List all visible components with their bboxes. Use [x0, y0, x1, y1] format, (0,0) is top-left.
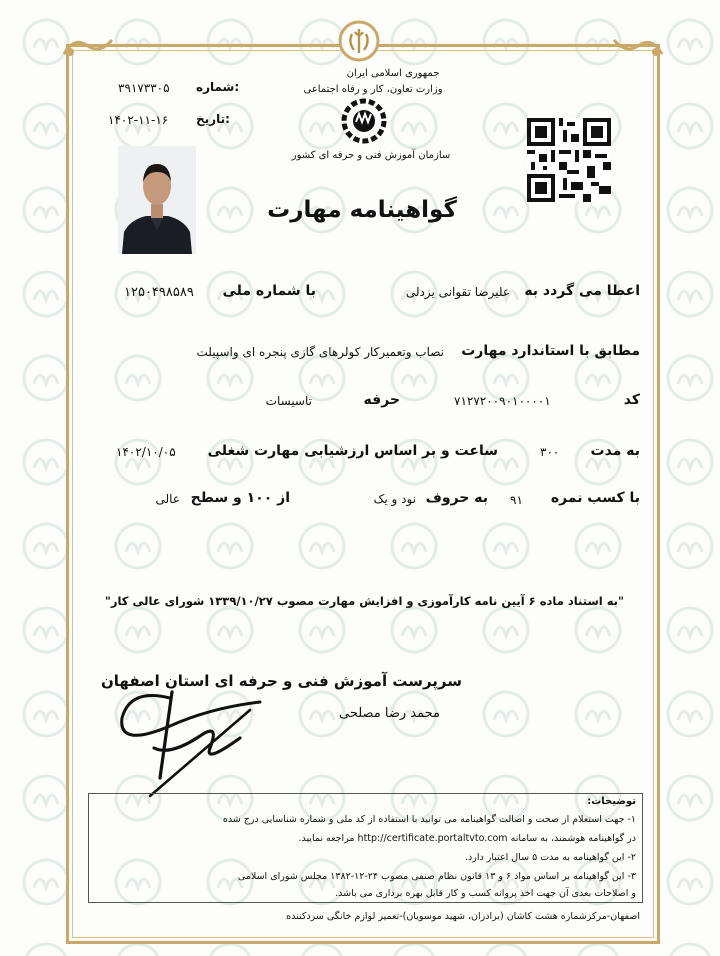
notes-box — [88, 793, 643, 903]
certificate-title: گواهینامه مهارت — [267, 197, 457, 223]
ministry-name: وزارت تعاون، کار و رفاه اجتماعی — [303, 84, 443, 95]
national-id: ۱۲۵۰۴۹۸۵۸۹ — [124, 285, 194, 300]
date-value: ۱۴۰۲-۱۱-۱۶ — [108, 113, 169, 127]
signature — [110, 678, 280, 802]
scale-label: از ۱۰۰ و سطح — [190, 490, 290, 506]
right-ornament-icon — [610, 32, 666, 62]
notes-line-1: ۱- جهت استعلام از صحت و اصالت گواهینامه می توانید با استفاده از کد ملی و شماره شناسایی درج شده — [222, 814, 636, 825]
national-id-label: با شماره ملی — [222, 283, 316, 299]
notes-line-5: و اصلاحات بعدی آن جهت اخذ پروانه کسب و کار قابل بهره برداری می باشد. — [335, 888, 636, 899]
qr-code-icon — [527, 118, 611, 202]
score-value: ۹۱ — [510, 493, 523, 507]
in-words-label: به حروف — [425, 490, 488, 506]
organization-name: سازمان آموزش فنی و حرفه ای کشور — [291, 150, 451, 161]
assessment-date: ۱۴۰۲/۱۰/۰۵ — [116, 445, 176, 459]
number-label: شماره: — [196, 80, 240, 94]
notes-line-3: ۲- این گواهینامه به مدت ۵ سال اعتبار دارد. — [465, 852, 636, 863]
standard-name: نصاب وتعمیرکار کولرهای گازی پنجره ای واسپیلت — [196, 345, 444, 359]
trade-value: تاسیسات — [265, 394, 312, 408]
holder-photo — [118, 146, 196, 254]
code-label: کد — [623, 392, 640, 408]
number-value: ۳۹۱۷۳۳۰۵ — [118, 81, 170, 95]
notes-heading: توضیحات: — [587, 796, 636, 807]
left-ornament-icon — [60, 32, 116, 62]
code-value: ۷۱۲۷۲۰۰۹۰۱۰۰۰۰۱ — [454, 394, 551, 408]
assessment-label: ساعت و بر اساس ارزشیابی مهارت شغلی — [207, 443, 498, 459]
country-name: جمهوری اسلامی ایران — [346, 68, 440, 79]
trade-label: حرفه — [363, 392, 400, 408]
standard-label: مطابق با استاندارد مهارت — [461, 343, 640, 359]
score-label: با کسب نمره — [550, 490, 640, 506]
date-label: تاریخ: — [196, 112, 230, 126]
signatory-title: سرپرست آموزش فنی و حرفه ای استان اصفهان — [100, 672, 462, 690]
duration-label: به مدت — [590, 443, 640, 459]
notes-line-4: ۳- این گواهینامه بر اساس مواد ۶ و ۱۳ قانون نظام صنفی مصوب ۲۴-۱۲-۱۳۸۲ مجلس شورای اسلامی — [237, 871, 636, 882]
legal-note: "به استناد ماده ۶ آیین نامه کارآموزی و افزایش مهارت مصوب ۱۳۳۹/۱۰/۲۷ شورای عالی کار" — [104, 594, 624, 608]
duration-value: ۳۰۰ — [540, 445, 560, 459]
signatory-name: محمد رضا مصلحی — [338, 706, 440, 721]
level-value: عالی — [155, 492, 180, 506]
awarded-label: اعطا می گردد به — [524, 283, 640, 299]
notes-line-2: در گواهینامه هوشمند، به سامانه http://certificate.portaltvto.com مراجعه نمایید. — [298, 833, 636, 844]
iran-emblem-icon — [338, 20, 380, 62]
score-words: نود و یک — [373, 492, 416, 506]
tvto-logo-icon — [339, 96, 389, 146]
holder-name: علیرضا تقوانی یزدلی — [405, 285, 510, 299]
footer-address: اصفهان-مرکزشماره هشت کاشان (برادران، شهید موسویان)-تعمیر لوازم خانگی سردکننده — [286, 911, 640, 922]
